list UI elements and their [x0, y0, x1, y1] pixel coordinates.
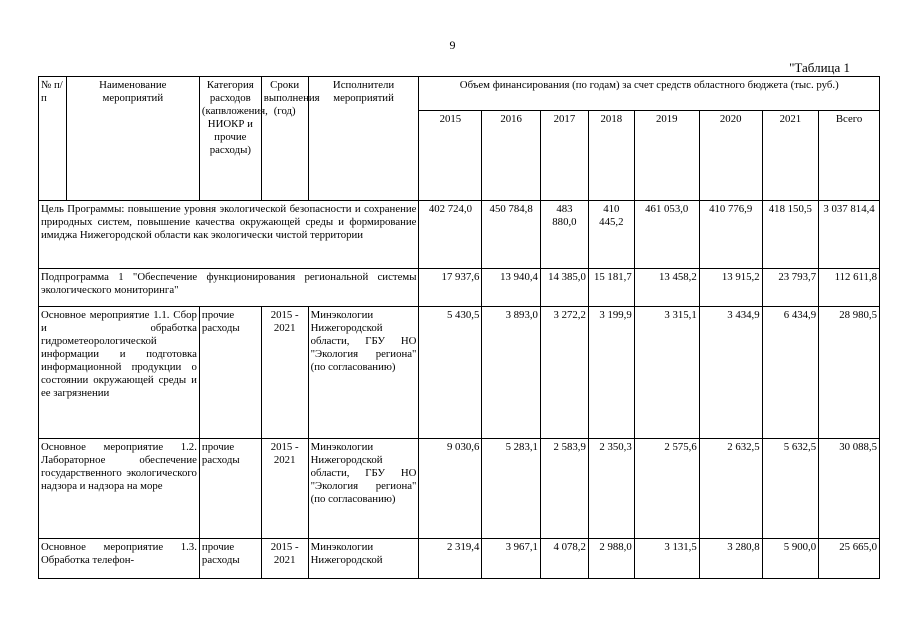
activity-period: 2015 - 2021 — [261, 439, 308, 539]
value-cell: 2 988,0 — [588, 539, 634, 579]
value-cell: 450 784,8 — [482, 201, 541, 269]
value-cell: 2 632,5 — [699, 439, 762, 539]
value-cell: 15 181,7 — [588, 269, 634, 307]
year-header: 2015 — [419, 111, 482, 201]
value-cell: 3 893,0 — [482, 307, 541, 439]
year-header: 2017 — [540, 111, 588, 201]
value-cell: 17 937,6 — [419, 269, 482, 307]
value-cell: 2 583,9 — [540, 439, 588, 539]
value-cell: 410 776,9 — [699, 201, 762, 269]
value-cell: 3 967,1 — [482, 539, 541, 579]
total-cell: 112 611,8 — [819, 269, 880, 307]
value-cell: 5 430,5 — [419, 307, 482, 439]
activity-category: прочие расходы — [199, 307, 261, 439]
col-header-category: Категория расходов (капвложения, НИОКР и прочие расходы) — [199, 77, 261, 201]
total-cell: 3 037 814,4 — [819, 201, 880, 269]
activity-executors: Минэкологии Нижегородской области, ГБУ НО "Экология региона" (по согласованию) — [308, 439, 419, 539]
value-cell: 3 272,2 — [540, 307, 588, 439]
activity-category: прочие расходы — [199, 539, 261, 579]
value-cell: 2 350,3 — [588, 439, 634, 539]
value-cell: 14 385,0 — [540, 269, 588, 307]
value-cell: 13 915,2 — [699, 269, 762, 307]
goal-row — [39, 201, 880, 269]
activity-category: прочие расходы — [199, 439, 261, 539]
value-cell: 3 199,9 — [588, 307, 634, 439]
activity-row — [39, 439, 880, 539]
value-cell: 410 445,2 — [588, 201, 634, 269]
value-cell: 3 315,1 — [634, 307, 699, 439]
total-header: Всего — [819, 111, 880, 201]
activity-row — [39, 307, 880, 439]
year-header: 2016 — [482, 111, 541, 201]
year-header: 2019 — [634, 111, 699, 201]
col-header-num: № п/п — [39, 77, 67, 201]
value-cell: 402 724,0 — [419, 201, 482, 269]
activity-name: Основное мероприятие 1.3. Обработка телефон- — [39, 539, 200, 579]
col-header-executors: Исполнители мероприятий — [308, 77, 419, 201]
value-cell: 5 283,1 — [482, 439, 541, 539]
total-cell: 28 980,5 — [819, 307, 880, 439]
value-cell: 3 280,8 — [699, 539, 762, 579]
year-header: 2018 — [588, 111, 634, 201]
value-cell: 3 434,9 — [699, 307, 762, 439]
header-row — [39, 77, 880, 111]
value-cell: 461 053,0 — [634, 201, 699, 269]
value-cell: 418 150,5 — [762, 201, 818, 269]
activity-period: 2015 - 2021 — [261, 539, 308, 579]
year-header: 2021 — [762, 111, 818, 201]
value-cell: 4 078,2 — [540, 539, 588, 579]
page-number: 9 — [449, 38, 456, 52]
value-cell: 23 793,7 — [762, 269, 818, 307]
activity-executors: Минэкологии Нижегородской области, ГБУ НО "Экология региона" (по согласованию) — [308, 307, 419, 439]
value-cell: 2 319,4 — [419, 539, 482, 579]
col-header-name: Наименование мероприятий — [66, 77, 199, 201]
subprogram-text: Подпрограмма 1 "Обеспечение функционирования региональной системы экологического мониторинга" — [39, 269, 419, 307]
total-cell: 30 088,5 — [819, 439, 880, 539]
activity-period: 2015 - 2021 — [261, 307, 308, 439]
value-cell: 13 458,2 — [634, 269, 699, 307]
activity-executors: Минэкологии Нижегородской — [308, 539, 419, 579]
value-cell: 3 131,5 — [634, 539, 699, 579]
subprogram-row — [39, 269, 880, 307]
year-header: 2020 — [699, 111, 762, 201]
activity-name: Основное мероприятие 1.2. Лабораторное обеспечение государственного экологического надзора и надзора на море — [39, 439, 200, 539]
value-cell: 9 030,6 — [419, 439, 482, 539]
total-cell: 25 665,0 — [819, 539, 880, 579]
value-cell: 5 632,5 — [762, 439, 818, 539]
value-cell: 6 434,9 — [762, 307, 818, 439]
financing-table — [38, 76, 880, 579]
col-header-period: Сроки выполнения (год) — [261, 77, 308, 201]
value-cell: 13 940,4 — [482, 269, 541, 307]
value-cell: 483 880,0 — [540, 201, 588, 269]
col-header-funding: Объем финансирования (по годам) за счет средств областного бюджета (тыс. руб.) — [419, 77, 880, 111]
value-cell: 5 900,0 — [762, 539, 818, 579]
activity-row — [39, 539, 880, 579]
goal-text: Цель Программы: повышение уровня экологической безопасности и сохранение природных систем, повышение качества окружающей среды и формирование имиджа Нижегородской области как экологически чистой территории — [39, 201, 419, 269]
value-cell: 2 575,6 — [634, 439, 699, 539]
activity-name: Основное мероприятие 1.1. Сбор и обработка гидрометеорологической информации и подготовка информационной продукции о состоянии окружающей среды и ее загрязнении — [39, 307, 200, 439]
table-caption: "Таблица 1 — [789, 60, 850, 75]
